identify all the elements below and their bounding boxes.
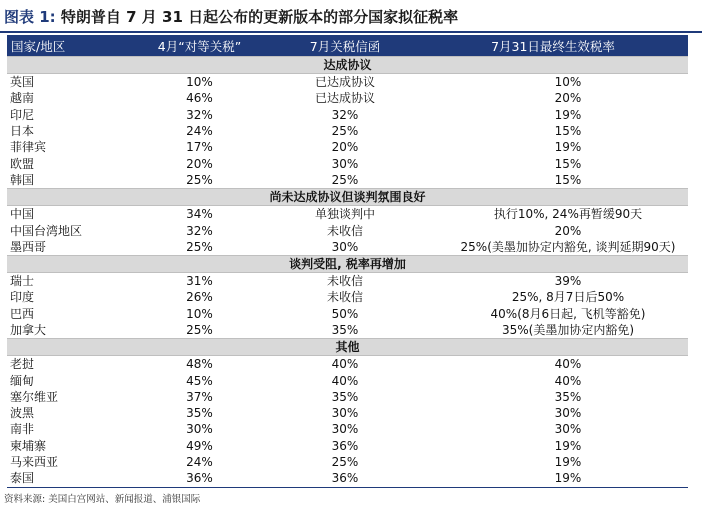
- country-cell: 菲律宾: [10, 140, 47, 155]
- final-rate-cell: 25%, 8月7日后50%: [511, 290, 625, 305]
- final-rate-cell: 19%: [554, 471, 582, 486]
- country-cell: 马来西亚: [10, 455, 59, 470]
- final-rate-cell: 20%: [554, 223, 582, 238]
- table-row: [7, 172, 688, 189]
- april-tariff-cell: 17%: [186, 140, 213, 155]
- country-cell: 波黑: [10, 406, 35, 421]
- table-header: [7, 35, 688, 57]
- april-tariff-cell: 32%: [186, 223, 213, 238]
- final-rate-cell: 15%: [554, 156, 582, 171]
- header-country: 国家/地区: [7, 35, 127, 57]
- april-tariff-cell: 32%: [186, 107, 213, 122]
- april-tariff-cell: 49%: [186, 438, 213, 453]
- country-cell: 泰国: [10, 471, 35, 486]
- country-cell: 巴西: [10, 306, 35, 321]
- july-letter-cell: 未收信: [326, 223, 363, 238]
- country-cell: 中国: [10, 207, 35, 222]
- table-bottom-divider: [7, 487, 688, 488]
- final-rate-cell: 30%: [554, 406, 582, 421]
- table-row: [7, 107, 688, 123]
- table-row: [7, 90, 688, 106]
- july-letter-cell: 30%: [331, 239, 359, 254]
- april-tariff-cell: 35%: [186, 406, 213, 421]
- april-tariff-cell: 46%: [186, 91, 213, 106]
- title-divider: [0, 31, 702, 33]
- july-letter-cell: 32%: [331, 107, 359, 122]
- header-final-rate: 7月31日最终生效税率: [418, 35, 688, 57]
- july-letter-cell: 已达成协议: [314, 91, 375, 106]
- country-cell: 加拿大: [10, 323, 47, 337]
- april-tariff-cell: 30%: [186, 422, 213, 437]
- section-header: [7, 189, 688, 206]
- final-rate-cell: 35%(美墨加协定内豁免): [501, 323, 635, 337]
- final-rate-cell: 40%(8月6日起, 飞机等豁免): [490, 306, 646, 321]
- table-row: [7, 206, 688, 223]
- april-tariff-cell: 25%: [186, 172, 213, 187]
- table-row: [7, 289, 688, 305]
- source-note: 资料来源: 美国白宫网站、新闻报道、浦银国际: [4, 494, 201, 505]
- july-letter-cell: 35%: [331, 389, 359, 404]
- july-letter-cell: 50%: [331, 306, 359, 321]
- section-title: 其他: [7, 339, 688, 356]
- final-rate-cell: 19%: [554, 438, 582, 453]
- july-letter-cell: 25%: [331, 172, 359, 187]
- figure-title-text: 特朗普自 7 月 31 日起公布的更新版本的部分国家拟征税率: [60, 8, 459, 26]
- july-letter-cell: 40%: [331, 373, 359, 388]
- table-row: [7, 74, 688, 91]
- table-row: [7, 389, 688, 405]
- july-letter-cell: 单独谈判中: [314, 207, 375, 222]
- country-cell: 南非: [10, 422, 35, 437]
- country-cell: 老挝: [10, 357, 35, 372]
- july-letter-cell: 36%: [331, 438, 359, 453]
- country-cell: 缅甸: [10, 373, 35, 388]
- table-row: [7, 438, 688, 454]
- july-letter-cell: 40%: [331, 357, 359, 372]
- table-row: [7, 322, 688, 339]
- july-letter-cell: 20%: [331, 140, 359, 155]
- table-row: [7, 470, 688, 486]
- final-rate-cell: 15%: [554, 172, 582, 187]
- table-row: [7, 421, 688, 437]
- country-cell: 塞尔维亚: [10, 389, 59, 404]
- final-rate-cell: 25%(美墨加协定内豁免, 谈判延期90天): [460, 239, 676, 254]
- july-letter-cell: 30%: [331, 406, 359, 421]
- table-row: [7, 222, 688, 238]
- april-tariff-cell: 36%: [186, 471, 213, 486]
- july-letter-cell: 35%: [331, 323, 359, 337]
- july-letter-cell: 25%: [331, 455, 359, 470]
- table-row: [7, 272, 688, 289]
- country-cell: 欧盟: [10, 156, 35, 171]
- country-cell: 越南: [10, 91, 35, 106]
- section-title: 谈判受阻, 税率再增加: [7, 255, 688, 272]
- country-cell: 中国台湾地区: [10, 223, 83, 238]
- table-row: [7, 372, 688, 388]
- table-body: [7, 57, 688, 487]
- table-row: [7, 454, 688, 470]
- july-letter-cell: 未收信: [326, 290, 363, 305]
- final-rate-cell: 19%: [554, 455, 582, 470]
- header-july-letter: 7月关税信函: [272, 35, 418, 57]
- table-row: [7, 405, 688, 421]
- final-rate-cell: 15%: [554, 124, 582, 139]
- final-rate-cell: 20%: [554, 91, 582, 106]
- final-rate-cell: 40%: [554, 373, 582, 388]
- table-row: [7, 123, 688, 139]
- final-rate-cell: 执行10%, 24%再暂缓90天: [493, 207, 643, 222]
- april-tariff-cell: 34%: [186, 207, 213, 222]
- country-cell: 柬埔寨: [10, 438, 47, 453]
- final-rate-cell: 39%: [554, 274, 582, 289]
- final-rate-cell: 30%: [554, 422, 582, 437]
- country-cell: 印尼: [10, 107, 35, 122]
- april-tariff-cell: 10%: [186, 75, 213, 90]
- july-letter-cell: 未收信: [326, 274, 363, 289]
- april-tariff-cell: 20%: [186, 156, 213, 171]
- table-row: [7, 139, 688, 155]
- april-tariff-cell: 24%: [186, 124, 213, 139]
- april-tariff-cell: 45%: [186, 373, 213, 388]
- section-header: [7, 57, 688, 74]
- july-letter-cell: 已达成协议: [314, 75, 375, 90]
- april-tariff-cell: 24%: [186, 455, 213, 470]
- final-rate-cell: 19%: [554, 140, 582, 155]
- figure-label: 图表 1:: [4, 8, 56, 26]
- final-rate-cell: 10%: [554, 75, 582, 90]
- table-row: [7, 306, 688, 322]
- country-cell: 印度: [10, 290, 35, 305]
- section-title: 达成协议: [7, 57, 688, 74]
- final-rate-cell: 19%: [554, 107, 582, 122]
- april-tariff-cell: 31%: [186, 274, 213, 289]
- country-cell: 韩国: [10, 172, 35, 187]
- april-tariff-cell: 10%: [186, 306, 213, 321]
- july-letter-cell: 30%: [331, 156, 359, 171]
- july-letter-cell: 36%: [331, 471, 359, 486]
- table-row: [7, 239, 688, 256]
- country-cell: 英国: [10, 75, 35, 90]
- header-april-tariff: 4月“对等关税”: [127, 35, 272, 57]
- section-header: [7, 339, 688, 356]
- section-header: [7, 255, 688, 272]
- april-tariff-cell: 48%: [186, 357, 213, 372]
- april-tariff-cell: 25%: [186, 239, 213, 254]
- tariff-table: [7, 35, 688, 487]
- country-cell: 日本: [10, 124, 35, 139]
- table-row: [7, 356, 688, 373]
- april-tariff-cell: 26%: [186, 290, 213, 305]
- april-tariff-cell: 37%: [186, 389, 213, 404]
- final-rate-cell: 40%: [554, 357, 582, 372]
- figure-title: [4, 4, 458, 30]
- final-rate-cell: 35%: [554, 389, 582, 404]
- table-row: [7, 155, 688, 171]
- country-cell: 墨西哥: [10, 239, 47, 254]
- july-letter-cell: 30%: [331, 422, 359, 437]
- country-cell: 瑞士: [10, 274, 35, 289]
- section-title: 尚未达成协议但谈判氛围良好: [7, 189, 688, 206]
- july-letter-cell: 25%: [331, 124, 359, 139]
- april-tariff-cell: 25%: [186, 323, 213, 337]
